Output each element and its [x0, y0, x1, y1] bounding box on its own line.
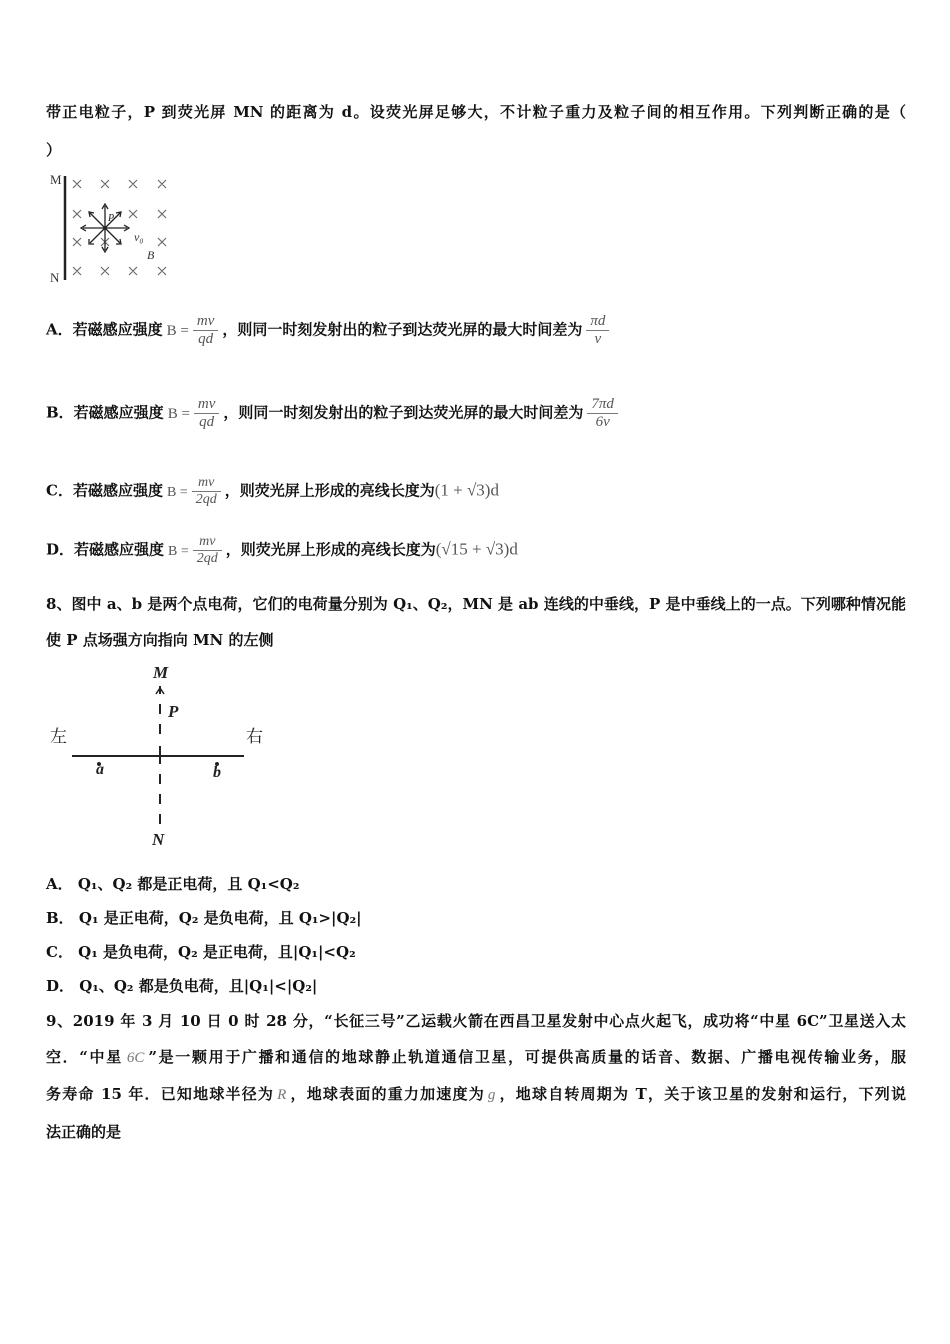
q7-option-a[interactable]: [46, 313, 613, 348]
q7-option-d[interactable]: [46, 534, 518, 567]
q7-option-b[interactable]: [46, 396, 622, 431]
q8-label-m: M: [153, 663, 169, 682]
q7-source-p: [103, 226, 107, 230]
q9-symbol-6c: 6C: [126, 1050, 145, 1066]
b-lhs: B =: [166, 322, 189, 339]
b-fraction: $\frac{mv}{qd}$: [193, 313, 219, 348]
q9-symbol-g: g: [487, 1087, 496, 1103]
q7-label-v0: v₀: [134, 230, 144, 244]
q8-option-a[interactable]: A． Q₁、Q₂ 都是正电荷，且 Q₁<Q₂: [46, 875, 300, 893]
b-lhs: B =: [167, 405, 190, 422]
q9-symbol-r: R: [277, 1087, 287, 1103]
q8-label-right: 右: [246, 727, 263, 746]
q7-label-n: N: [50, 270, 60, 285]
q7-option-c[interactable]: [46, 475, 499, 508]
option-label: D．若磁感应强度: [46, 540, 165, 559]
q8-label-p: P: [168, 702, 179, 721]
q8-line2: 使 P 点场强方向指向 MN 的左侧: [46, 631, 274, 649]
b-fraction: $\frac{mv}{2qd}$: [192, 475, 221, 508]
q7-intro-line2: ）: [46, 141, 62, 159]
b-fraction: $\frac{mv}{2qd}$: [193, 534, 222, 567]
q8-figure: [44, 660, 279, 850]
q8-option-c[interactable]: C． Q₁ 是负电荷，Q₂ 是正电荷，且|Q₁|<Q₂: [46, 943, 356, 961]
q7-intro-line1: 带正电粒子，P 到荧光屏 MN 的距离为 d。设荧光屏足够大，不计粒子重力及粒子间的相互作用。下列判断正确的是（: [46, 103, 906, 121]
q7-label-m: M: [50, 172, 62, 187]
option-label: B．若磁感应强度: [46, 403, 164, 422]
q8-option-d[interactable]: D． Q₁、Q₂ 都是负电荷，且|Q₁|<|Q₂|: [46, 977, 318, 995]
q9-line2: 空．“中星 6C ”是一颗用于广播和通信的地球静止轨道通信卫星，可提供高质量的话音、数据、广播电视传输业务，服: [46, 1048, 906, 1066]
b-lhs: B =: [166, 484, 188, 500]
result-fraction: $\frac{7\pi d}{6v}$: [587, 396, 618, 431]
q8-option-b[interactable]: B． Q₁ 是正电荷，Q₂ 是负电荷，且 Q₁>|Q₂|: [46, 909, 362, 927]
q8-label-b: b: [213, 764, 221, 781]
q7-figure: [48, 168, 183, 286]
option-text: ，则荧光屏上形成的亮线长度为: [225, 540, 436, 559]
option-text: ，则同一时刻发射出的粒子到达荧光屏的最大时间差为: [222, 320, 583, 339]
q7-label-p: P: [108, 213, 115, 224]
q7-label-b: B: [147, 248, 155, 262]
q9-line3: 务寿命 15 年．已知地球半径为 R ，地球表面的重力加速度为 g ，地球自转周期为 T，关于该卫星的发射和运行，下列说: [46, 1085, 906, 1103]
b-fraction: $\frac{mv}{qd}$: [194, 396, 220, 431]
option-label: A．若磁感应强度: [46, 320, 163, 339]
q9-line1: 9、2019 年 3 月 10 日 0 时 28 分，“长征三号”乙运载火箭在西昌卫星发射中心点火起飞，成功将“中星 6C”卫星送入太: [46, 1012, 906, 1030]
q9-line4: 法正确的是: [46, 1123, 122, 1141]
q8-label-n: N: [152, 830, 165, 849]
b-lhs: B =: [168, 543, 189, 559]
q8-line1: 8、图中 a、b 是两个点电荷，它们的电荷量分别为 Q₁、Q₂，MN 是 ab 连线的中垂线，P 是中垂线上的一点。下列哪种情况能: [46, 595, 906, 613]
q8-label-left: 左: [50, 727, 67, 746]
option-label: C．若磁感应强度: [46, 481, 163, 500]
result-fraction: $\frac{\pi d}{v}$: [586, 313, 609, 348]
option-text: ，则荧光屏上形成的亮线长度为: [224, 481, 435, 500]
result-expression: (1 + √3)d: [434, 480, 499, 500]
result-expression: (√15 + √3)d: [435, 539, 518, 559]
option-text: ，则同一时刻发射出的粒子到达荧光屏的最大时间差为: [223, 403, 584, 422]
q8-label-a: a: [96, 761, 104, 778]
